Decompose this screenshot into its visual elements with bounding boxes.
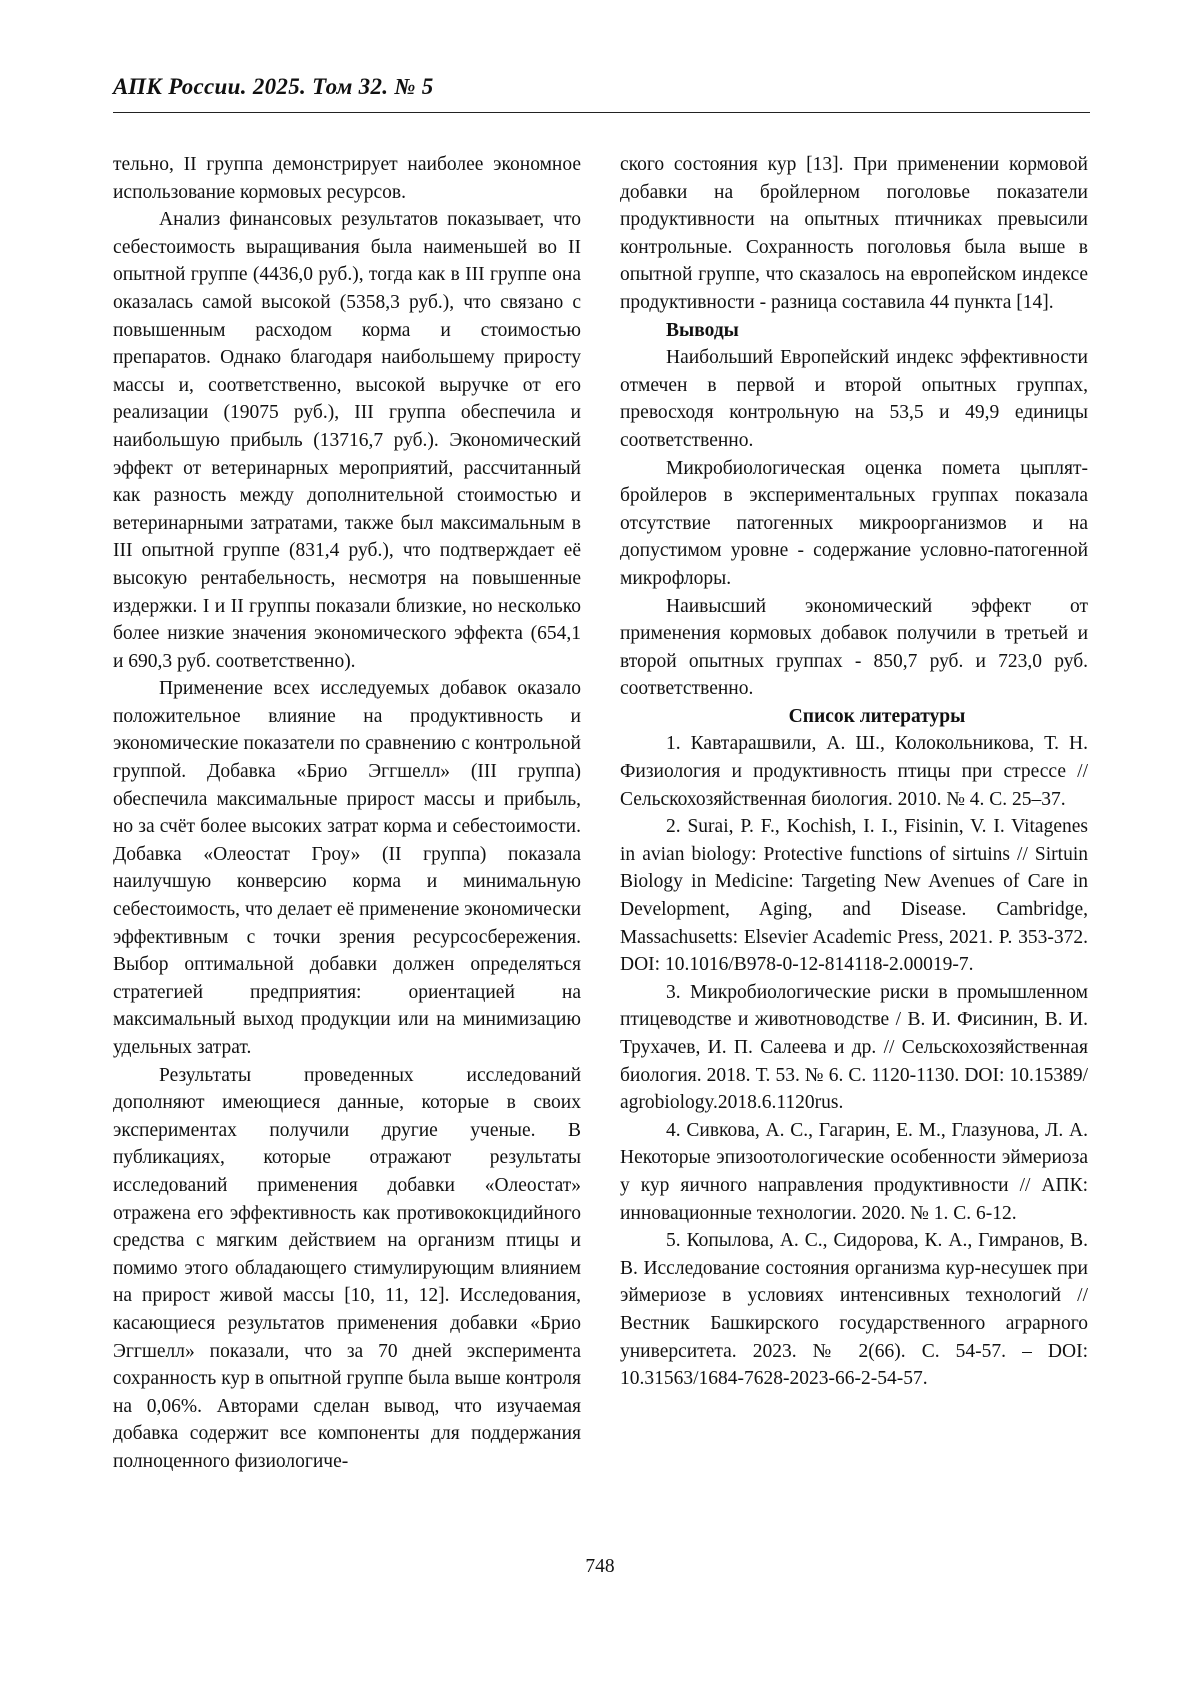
conclusion-item: Наивысший экономический эффект от применения кормовых добавок получили в третьей и второй опытных группах - 850,7 руб. и 723,0 руб. соответственно. — [620, 595, 1088, 700]
conclusion-item: Микробиологическая оценка помета цыплят-бройлеров в экспериментальных группах показала отсутствие патогенных микроорганизмов и на допустимом уровне - содержание условно-патогенной микрофлоры. — [620, 457, 1088, 589]
page-number: 748 — [585, 1556, 615, 1577]
reference-item: 2. Surai, P. F., Kochish, I. I., Fisinin, V. I. Vitagenes in avian biology: Protective functions of sirtuins // Sirtuin Biology in Medicine: Targeting New Avenues of Care in Development, Aging, and Disease. Cambridge, Massachusetts: Elsevier Academic Press, 2021. P. 353-372. DOI: 10.1016/B978-0-12-814118-2.00019-7. — [620, 816, 1088, 976]
paragraph-financial-analysis: Анализ финансовых результатов показывает, что себестоимость выращивания была наименьшей во II опытной группе (4436,0 руб.), тогда как в III группе она оказалась самой высокой (5358,3 руб.), что связано с повышенным расходом корма и стоимостью препаратов. Однако благодаря наибольшему приросту массы и, соответственно, высокой выручке от его реализации (19075 руб.), III группа обеспечила и наибольшую прибыль (13716,7 руб.). Экономический эффект от ветеринарных мероприятий, рассчитанный как разность между дополнительной стоимостью и ветеринарными затратами, также был максимальным в III опытной группе (831,4 руб.), что подтверждает её высокую рентабельность, несмотря на повышенные издержки. I и II группы показали близкие, но несколько более низкие значения экономического эффекта (654,1 и 690,3 руб. соответственно). — [113, 209, 581, 672]
reference-item: 4. Сивкова, А. С., Гагарин, Е. М., Глазунова, Л. А. Некоторые эпизоотологические особенности эймериоза у кур яичного направления продуктивности // АПК: инновационные технологии. 2020. № 1. С. 6-12. — [620, 1119, 1088, 1224]
conclusions-heading: Выводы — [666, 319, 739, 341]
paragraph-additives-effect: Применение всех исследуемых добавок оказало положительное влияние на продуктивность и экономические показатели по сравнению с контрольной группой. Добавка «Брио Эггшелл» (III группа) обеспечила максимальные прирост массы и прибыль, но за счёт более высоких затрат корма и себестоимости. Добавка «Олеостат Гроу» (II группа) показала наилучшую конверсию корма и минимальную себестоимость, что делает её применение экономически эффективным с точки зрения ресурсосбережения. Выбор оптимальной добавки должен определяться стратегией предприятия: ориентацией на максимальный выход продукции или на минимизацию удельных затрат. — [113, 678, 581, 1058]
reference-item: 1. Кавтарашвили, А. Ш., Колокольникова, Т. Н. Физиология и продуктивность птицы при стрессе // Сельскохозяйственная биология. 2010. № 4. С. 25–37. — [620, 733, 1088, 810]
header-divider — [113, 112, 1090, 113]
left-column — [113, 151, 581, 1476]
conclusion-item: Наибольший Европейский индекс эффективности отмечен в первой и второй опытных группах, превосходя контрольную на 53,5 и 49,9 единицы соответственно. — [620, 347, 1088, 451]
right-column — [620, 151, 1088, 1393]
paragraph-discussion-continuation: ского состояния кур [13]. При применении кормовой добавки на бройлерном поголовье показатели продуктивности на опытных птичниках превысили контрольные. Сохранность поголовья была выше в опытной группе, что сказалось на европейском индексе продуктивности - разница составила 44 пункта [14]. — [620, 154, 1088, 313]
journal-header: АПК России. 2025. Том 32. № 5 — [113, 74, 434, 99]
paragraph-continuation: тельно, II группа демонстрирует наиболее экономное использование кормовых ресурсов. — [113, 154, 581, 203]
paragraph-discussion: Результаты проведенных исследований дополняют имеющиеся данные, которые в своих экспериментах получили другие ученые. В публикациях, которые отражают результаты исследований применения добавки «Олеостат» отражена его эффективность как противококцидийного средства с мягким действием на организм птицы и помимо этого обладающего стимулирующим влиянием на прирост живой массы [10, 11, 12]. Исследования, касающиеся результатов применения добавки «Брио Эггшелл» показали, что за 70 дней эксперимента сохранность кур в опытной группе была выше контроля на 0,06%. Авторами сделан вывод, что изучаемая добавка содержит все компоненты для поддержания полноценного физиологиче- — [113, 1064, 581, 1472]
references-heading: Список литературы — [788, 705, 966, 727]
reference-item: 3. Микробиологические риски в промышленном птицеводстве и животноводстве / В. И. Фисинин, В. И. Трухачев, И. П. Салеева и др. // Сельскохозяйственная биология. 2018. Т. 53. № 6. С. 1120-1130. DOI: 10.15389/ agrobiology.2018.6.1120rus. — [620, 981, 1088, 1114]
reference-item: 5. Копылова, А. С., Сидорова, К. А., Гимранов, В. В. Исследование состояния организма кур-несушек при эймериозе в условиях интенсивных технологий // Вестник Башкирского государственного аграрного университета. 2023. № 2(66). С. 54-57. – DOI: 10.31563/1684-7628-2023-66-2-54-57. — [620, 1230, 1088, 1390]
